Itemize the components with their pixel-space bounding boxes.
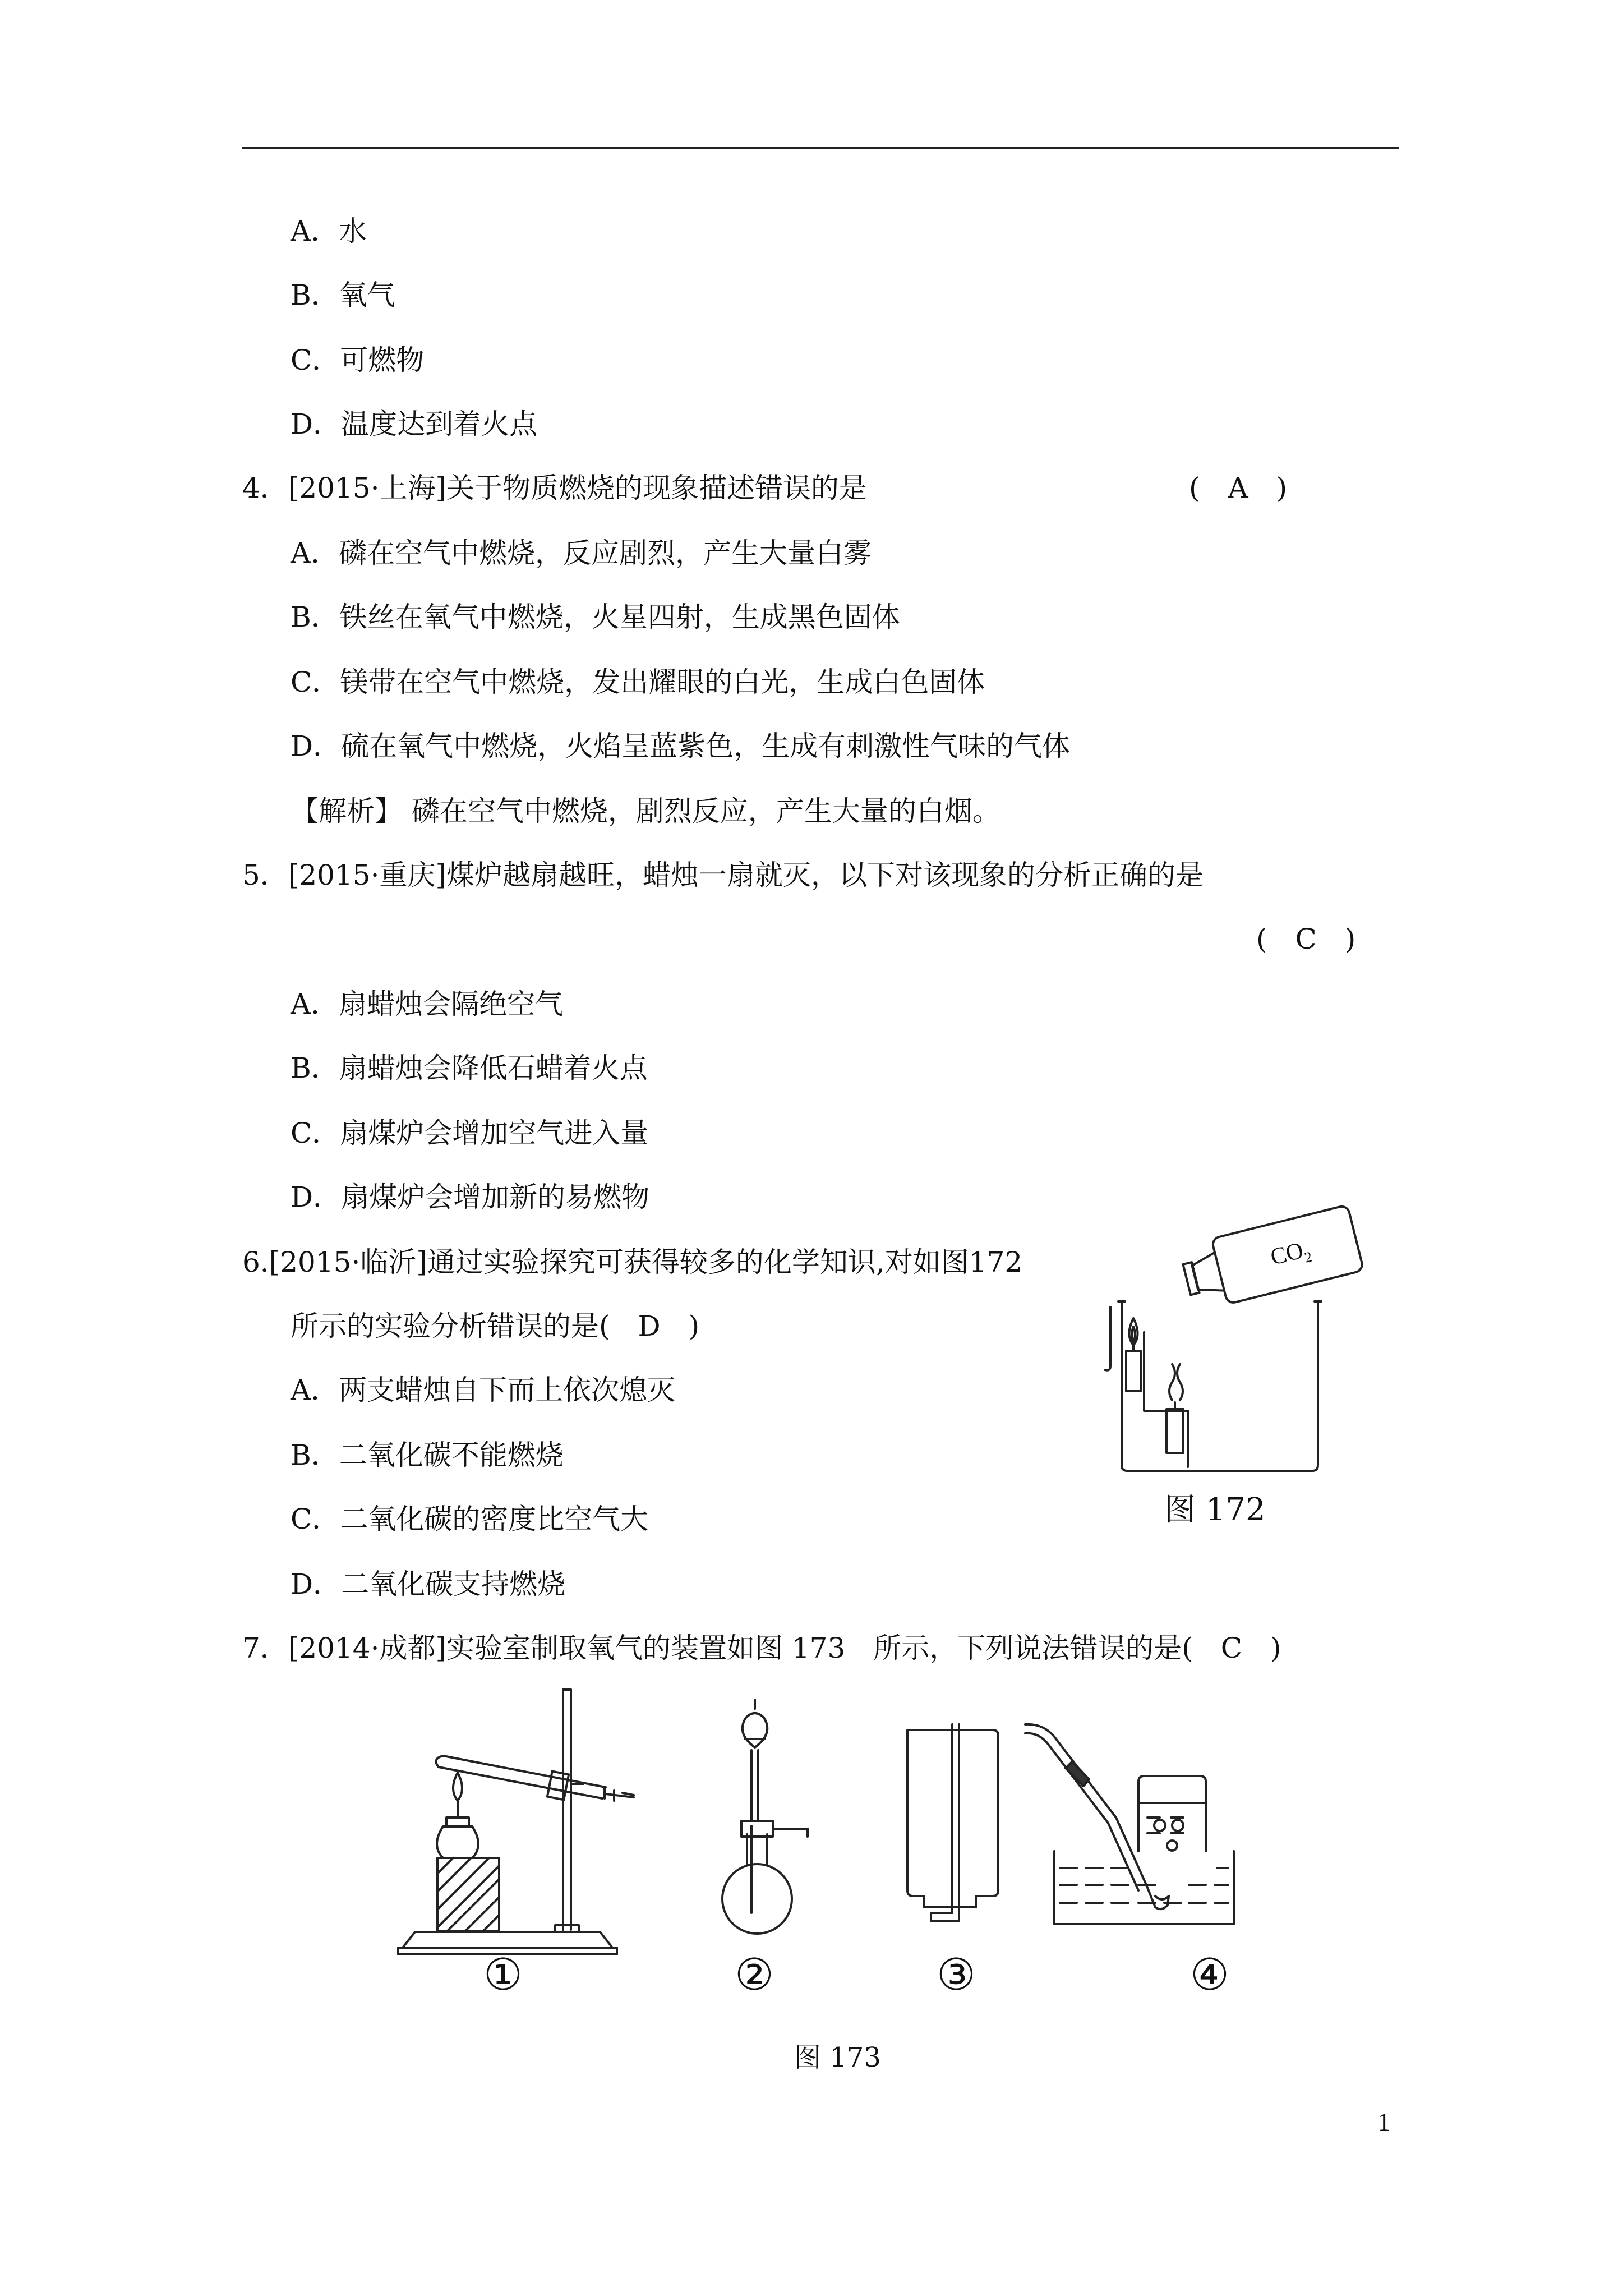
beaker [1122, 1301, 1318, 1471]
q4-analysis: 【解析】 磷在空气中燃烧，剧烈反应，产生大量的白烟。 [291, 795, 1000, 827]
apparatus-1 [398, 1690, 634, 1954]
apparatus-2 [722, 1700, 808, 1934]
figure-173-label-3: ③ [937, 1950, 976, 2000]
q7-stem: 7．[2014·成都]实验室制取氧气的装置如图 173 所示，下列说法错误的是( C ) [242, 1632, 1281, 1664]
q6-option-d: D．二氧化碳支持燃烧 [291, 1568, 566, 1600]
header-rule [242, 147, 1399, 149]
figure-173-label-4: ④ [1190, 1950, 1229, 2000]
q5-option-c: C．扇煤炉会增加空气进入量 [291, 1117, 649, 1149]
q3-option-c: C．可燃物 [291, 344, 425, 376]
co2-label: $CO_2$ [1267, 1237, 1314, 1271]
apparatus-4 [1025, 1724, 1234, 1924]
q3-option-d: D．温度达到着火点 [291, 408, 538, 440]
apparatus-3 [907, 1724, 998, 1921]
q5-option-d: D．扇煤炉会增加新的易燃物 [291, 1181, 650, 1213]
q6-option-b: B．二氧化碳不能燃烧 [291, 1439, 564, 1471]
q6-option-a: A．两支蜡烛自下而上依次熄灭 [291, 1374, 676, 1406]
q5-option-b: B．扇蜡烛会降低石蜡着火点 [291, 1052, 648, 1084]
q4-option-b: B．铁丝在氧气中燃烧，火星四射，生成黑色固体 [291, 601, 900, 633]
figure-173-label-2: ② [735, 1950, 774, 2000]
q6-option-c: C．二氧化碳的密度比空气大 [291, 1503, 649, 1535]
q5-stem: 5．[2015·重庆]煤炉越扇越旺，蜡烛一扇就灭，以下对该现象的分析正确的是 [242, 859, 1204, 891]
q6-stem-line1: 6.[2015·临沂]通过实验探究可获得较多的化学知识,对如图172 [242, 1246, 1023, 1278]
q5-option-a: A．扇蜡烛会隔绝空气 [291, 988, 564, 1020]
figure-173-caption: 图 173 [794, 2042, 881, 2073]
figure-173 [393, 1683, 1301, 1986]
q4-answer: ( A ) [1189, 472, 1288, 504]
figure-173-label-1: ① [483, 1950, 523, 2000]
figure-172-caption: 图 172 [1164, 1492, 1266, 1528]
q4-option-a: A．磷在空气中燃烧，反应剧烈，产生大量白雾 [291, 537, 872, 569]
q4-option-c: C．镁带在空气中燃烧，发出耀眼的白光，生成白色固体 [291, 666, 985, 698]
figure-172 [1088, 1212, 1402, 1492]
q5-answer: ( C ) [1256, 923, 1356, 955]
q3-option-a: A．水 [291, 215, 367, 247]
page-number: 1 [1377, 2108, 1390, 2136]
q4-option-d: D．硫在氧气中燃烧，火焰呈蓝紫色，生成有刺激性气味的气体 [291, 730, 1071, 762]
q3-option-b: B．氧气 [291, 279, 395, 311]
q6-stem-line2: 所示的实验分析错误的是( D ) [291, 1310, 700, 1342]
q4-stem: 4．[2015·上海]关于物质燃烧的现象描述错误的是 [242, 472, 867, 504]
